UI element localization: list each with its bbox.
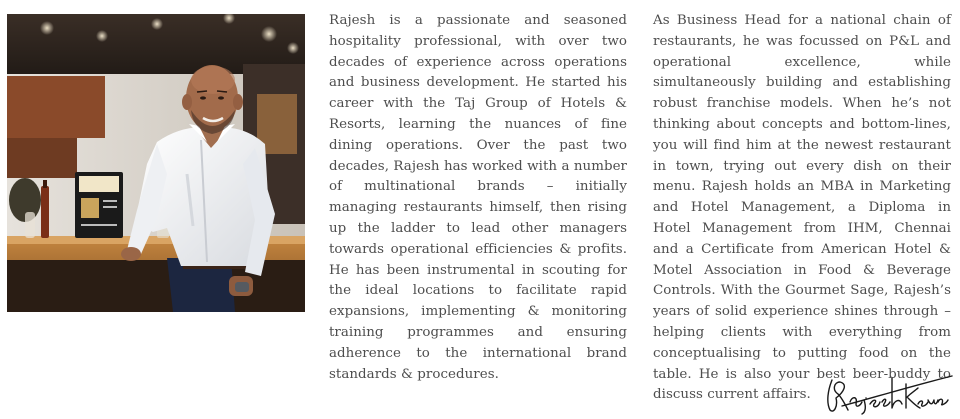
portrait-photo (7, 14, 305, 312)
bio-paragraph-right: As Business Head for a national chain of restaurants, he was focussed on P&L and operational excellence, while simultaneously building and establishing robust franchise models. When he’s not thinking about concepts and bottom-lines, you will find him at the newest restaurant in town, trying out every dish on their menu. Rajesh holds an MBA in Marketing and Hotel Management, a Diploma in Hotel Management from IHM, Chennai and a Certificate from American Hotel & Motel Association in Food & Beverage Controls. With the Gourmet Sage, Rajesh’s years of solid experience shines through – helping clients with everything from conceptualising to putting food on the table. He is also your best beer-buddy to discuss current affairs. (653, 13, 951, 403)
bio-paragraph-left: Rajesh is a passionate and seasoned hospitality professional, with over two decades of experience across operations and business development. He started his career with the Taj Group of Hotels & Resorts, learning the nuances of fine dining operations. Over the past two decades, Rajesh has worked with a number of multinational brands – initially managing restaurants himself, then rising up the ladder to lead other managers towards operational efficiencies & profits. He has been instrumental in scouting for the ideal locations to facilitate rapid expansions, implementing & monitoring training programmes and ensuring adherence to the international brand standards & procedures. (329, 13, 627, 382)
handwritten-signature (822, 372, 954, 416)
